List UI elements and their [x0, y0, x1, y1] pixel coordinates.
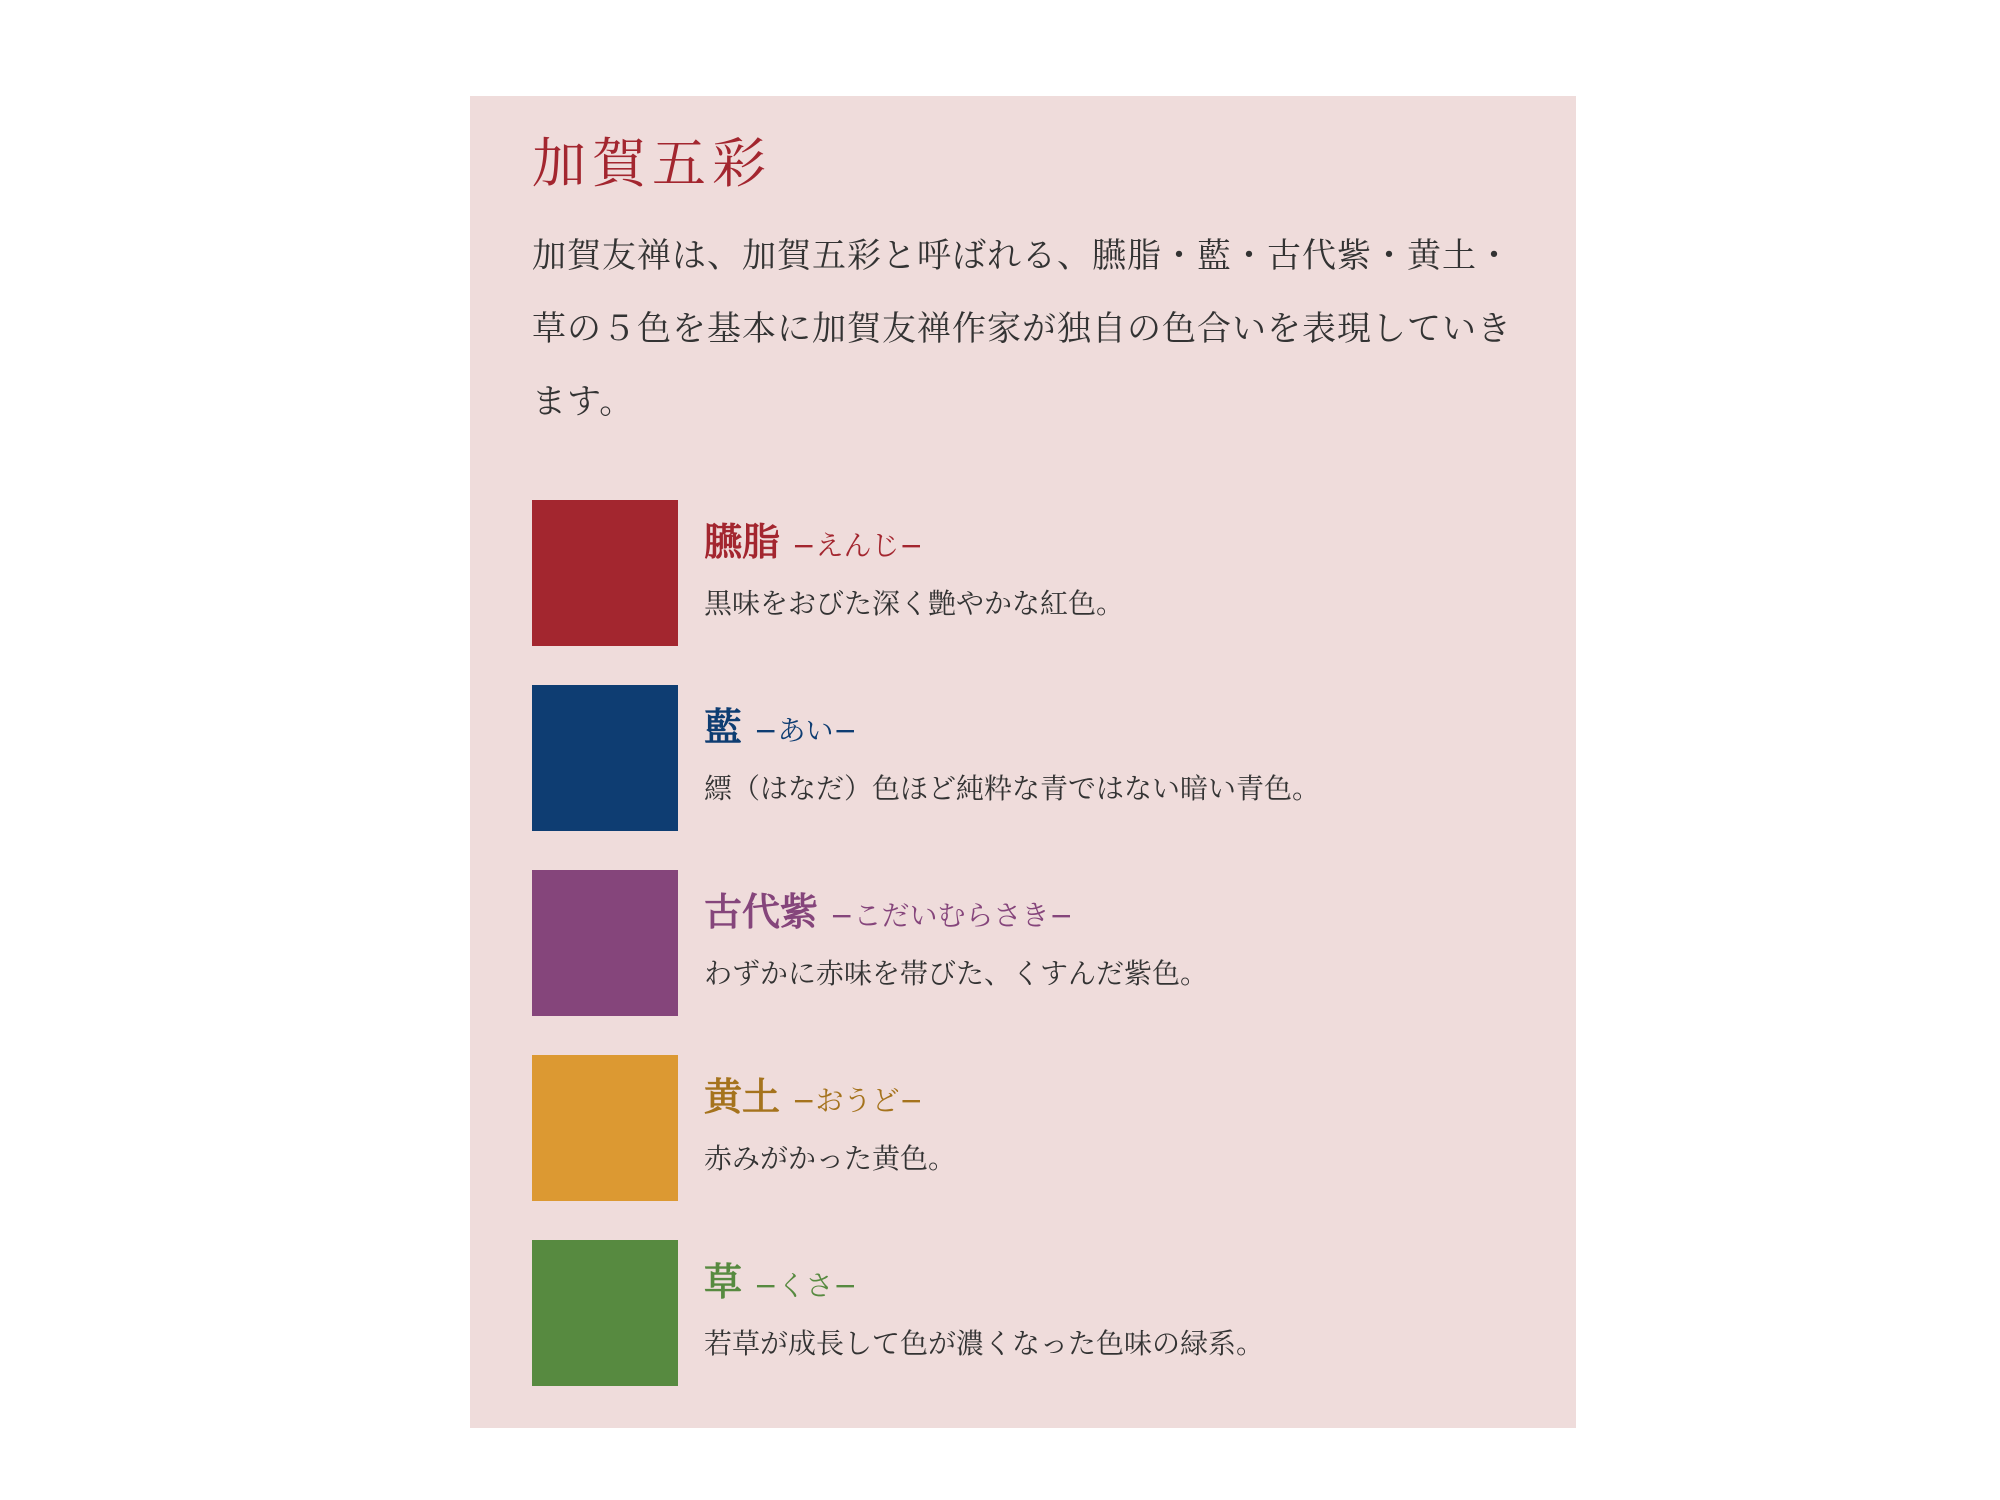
color-name: 草	[704, 1260, 743, 1304]
color-swatch-ai	[532, 685, 678, 831]
color-swatch-kodaimurasaki	[532, 870, 678, 1016]
color-swatch-enji	[532, 500, 678, 646]
color-name: 古代紫	[704, 890, 819, 934]
color-description: 縹（はなだ）色ほど純粋な青ではない暗い青色。	[704, 772, 1321, 805]
color-item-oudo	[532, 1055, 1532, 1201]
color-item-kusa	[532, 1240, 1532, 1386]
color-swatch-oudo	[532, 1055, 678, 1201]
color-name-line	[704, 514, 923, 578]
color-reading: −こだいむらさき−	[830, 899, 1073, 932]
color-name-line	[704, 884, 1073, 948]
color-reading: −くさ−	[754, 1269, 857, 1302]
color-reading: −えんじ−	[792, 529, 923, 562]
color-reading: −あい−	[754, 714, 857, 747]
kaga-gosai-card	[470, 96, 1576, 1428]
color-name-line	[704, 1069, 923, 1133]
color-description: わずかに赤味を帯びた、くすんだ紫色。	[704, 957, 1209, 990]
section-title: 加賀五彩	[532, 132, 772, 195]
color-description: 黒味をおびた深く艶やかな紅色。	[704, 587, 1125, 620]
color-name-line	[704, 1254, 857, 1318]
color-reading: −おうど−	[792, 1084, 923, 1117]
color-list	[532, 500, 1532, 1425]
section-intro: 加賀友禅は、加賀五彩と呼ばれる、臙脂・藍・古代紫・黄土・草の５色を基本に加賀友禅作家が独自の色合いを表現していきます。	[532, 236, 1512, 422]
color-description: 赤みがかった黄色。	[704, 1142, 957, 1175]
color-item-kodaimurasaki	[532, 870, 1532, 1016]
color-name: 臙脂	[704, 520, 781, 564]
color-item-ai	[532, 685, 1532, 831]
color-name-line	[704, 699, 857, 763]
color-swatch-kusa	[532, 1240, 678, 1386]
color-name: 黄土	[704, 1075, 781, 1119]
color-name: 藍	[704, 705, 743, 749]
color-item-enji	[532, 500, 1532, 646]
color-description: 若草が成長して色が濃くなった色味の緑系。	[704, 1327, 1265, 1360]
